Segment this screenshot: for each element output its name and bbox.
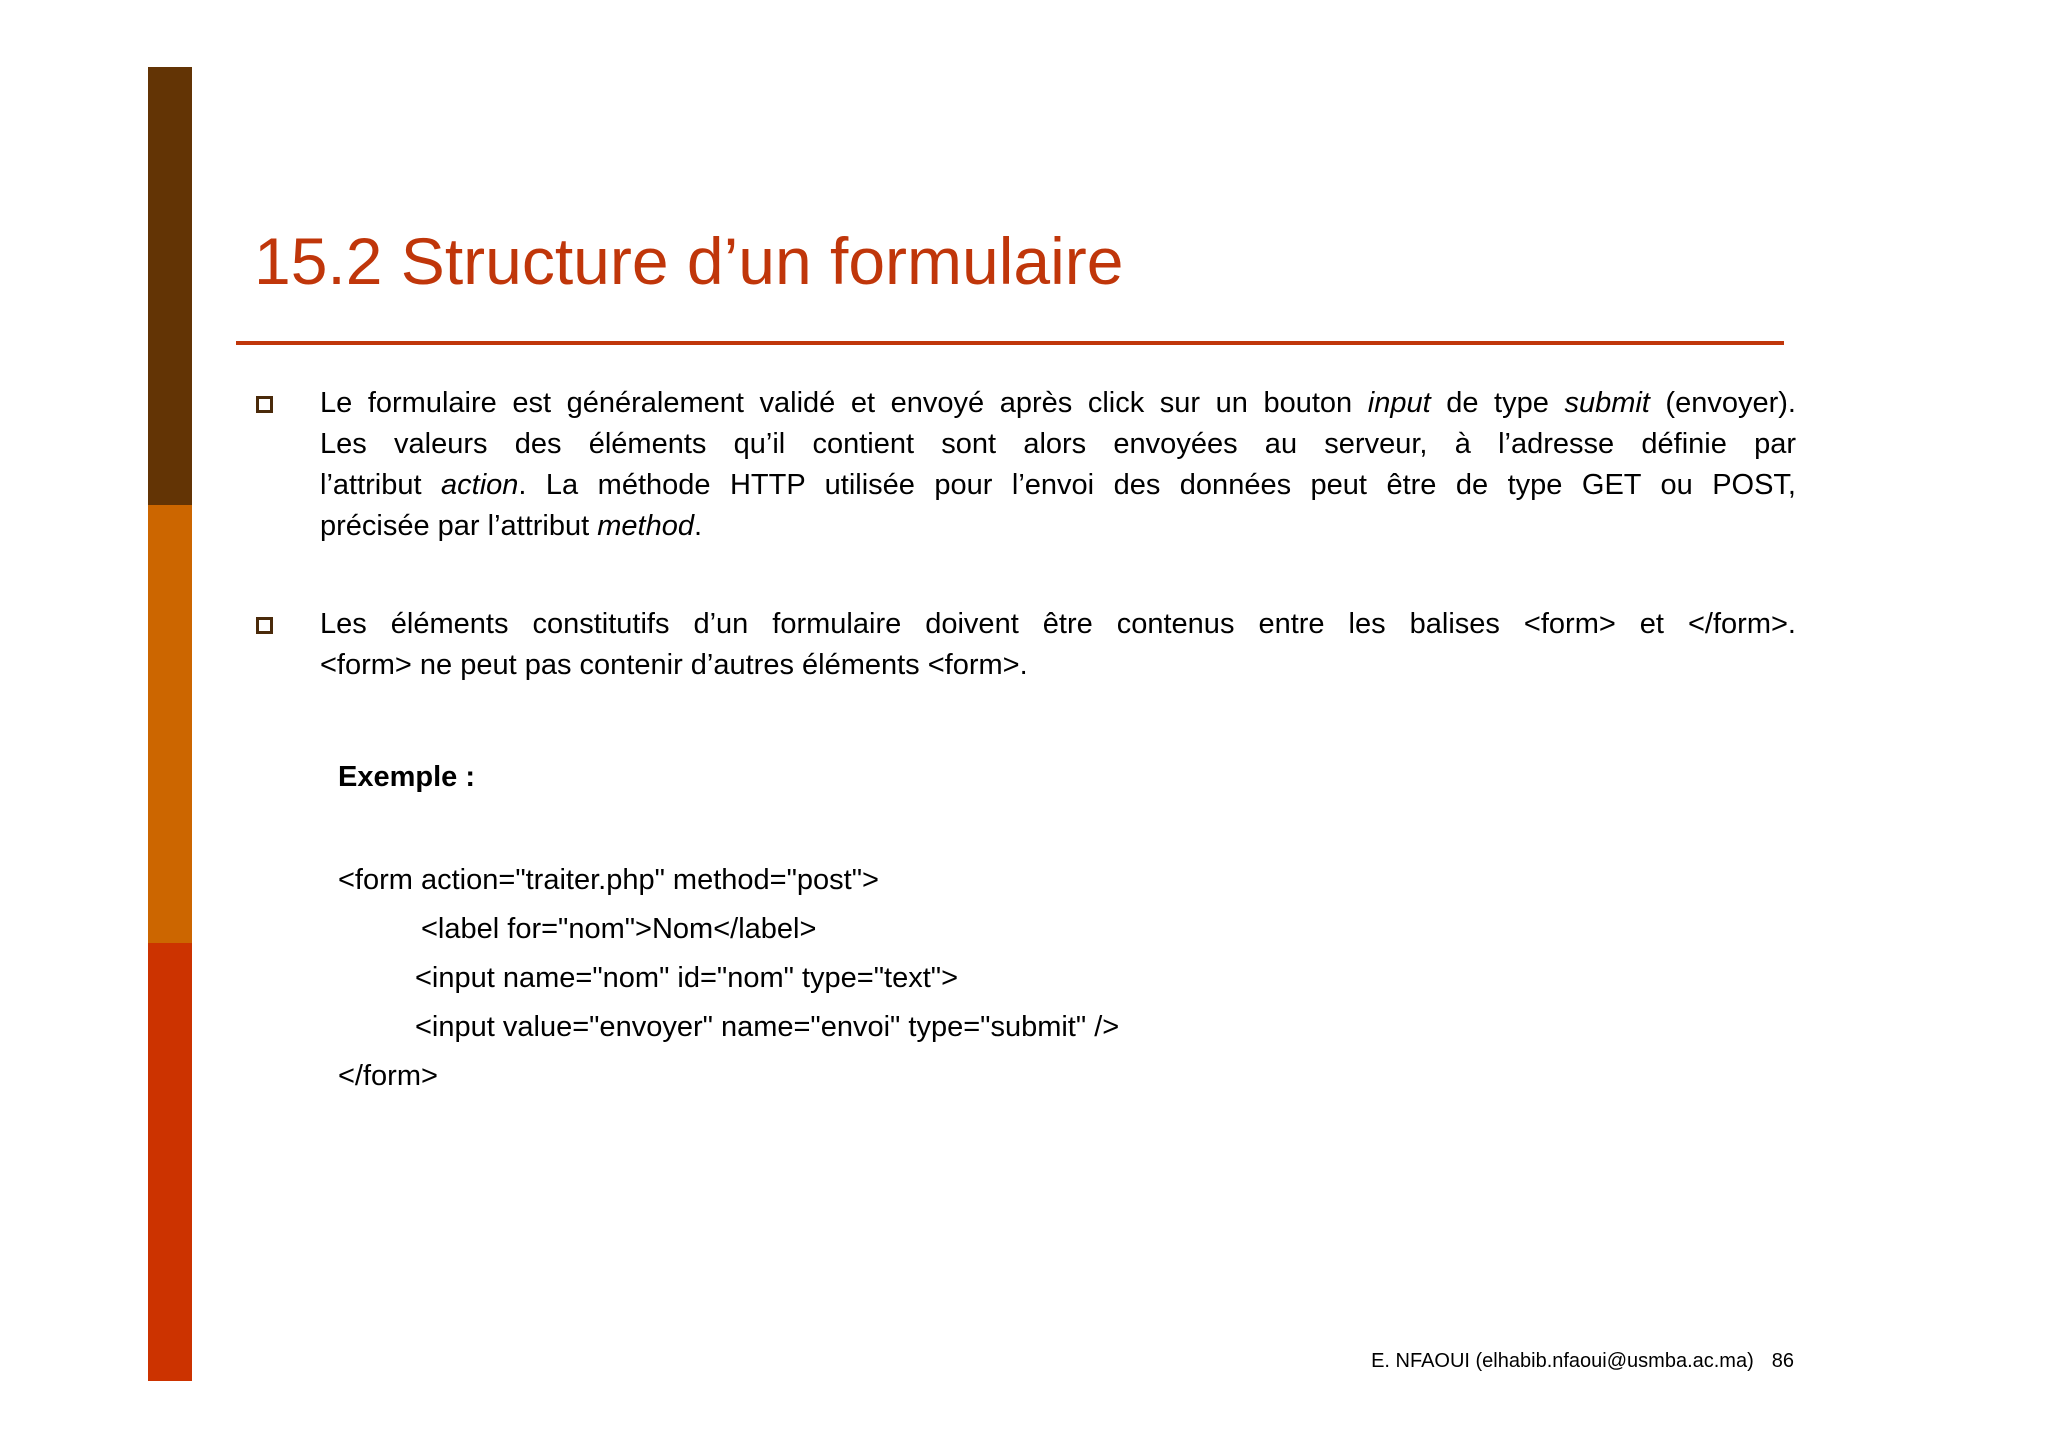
code-line: <form action="traiter.php" method="post"> xyxy=(338,864,879,896)
example-label: Exemple : xyxy=(338,761,475,793)
title-divider xyxy=(236,341,1784,345)
bullet-line xyxy=(320,645,1796,686)
bullet-line xyxy=(320,424,1796,465)
code-line: <label for="nom">Nom</label> xyxy=(421,913,817,945)
text-run: Le formulaire est généralement validé et envoyé après click sur un bouton xyxy=(320,387,1368,419)
bullet-text xyxy=(320,383,1796,547)
bullet-text xyxy=(320,604,1796,686)
italic-term: input xyxy=(1367,387,1431,419)
hollow-square-bullet-icon xyxy=(256,617,273,634)
code-line: <input name="nom" id="nom" type="text"> xyxy=(415,962,958,994)
slide-footer xyxy=(1371,1350,1794,1373)
slide-title: 15.2 Structure d’un formulaire xyxy=(254,224,1124,299)
text-run: . La méthode HTTP utilisée pour l’envoi des données peut être de type GET ou POST, xyxy=(518,469,1796,501)
bullet-line xyxy=(320,506,1796,547)
sidebar-bar-middle xyxy=(148,505,192,943)
sidebar-bar-top xyxy=(148,67,192,505)
bullet-line xyxy=(320,604,1796,645)
text-run: <form> ne peut pas contenir d’autres éléments <form>. xyxy=(320,649,1028,681)
text-run: . xyxy=(693,510,703,542)
text-run: (envoyer). xyxy=(1649,387,1796,419)
italic-term: method xyxy=(597,510,694,542)
italic-term: action xyxy=(441,469,519,501)
bullet-line xyxy=(320,383,1796,424)
bullet-line xyxy=(320,465,1796,506)
page-number: 86 xyxy=(1771,1350,1794,1372)
text-run: Les valeurs des éléments qu’il contient sont alors envoyées au serveur, à l’adresse définie par xyxy=(320,428,1796,460)
text-run: Les éléments constitutifs d’un formulaire doivent être contenus entre les balises <form> et </form>. xyxy=(320,608,1796,640)
text-run: de type xyxy=(1430,387,1565,419)
text-run: l’attribut xyxy=(320,469,442,501)
italic-term: submit xyxy=(1564,387,1650,419)
code-line: <input value="envoyer" name="envoi" type="submit" /> xyxy=(415,1011,1120,1043)
code-line: </form> xyxy=(338,1060,438,1092)
sidebar-bar-bottom xyxy=(148,943,192,1381)
footer-author: E. NFAOUI (elhabib.nfaoui@usmba.ac.ma) xyxy=(1371,1350,1754,1372)
text-run: précisée par l’attribut xyxy=(320,510,598,542)
hollow-square-bullet-icon xyxy=(256,396,273,413)
